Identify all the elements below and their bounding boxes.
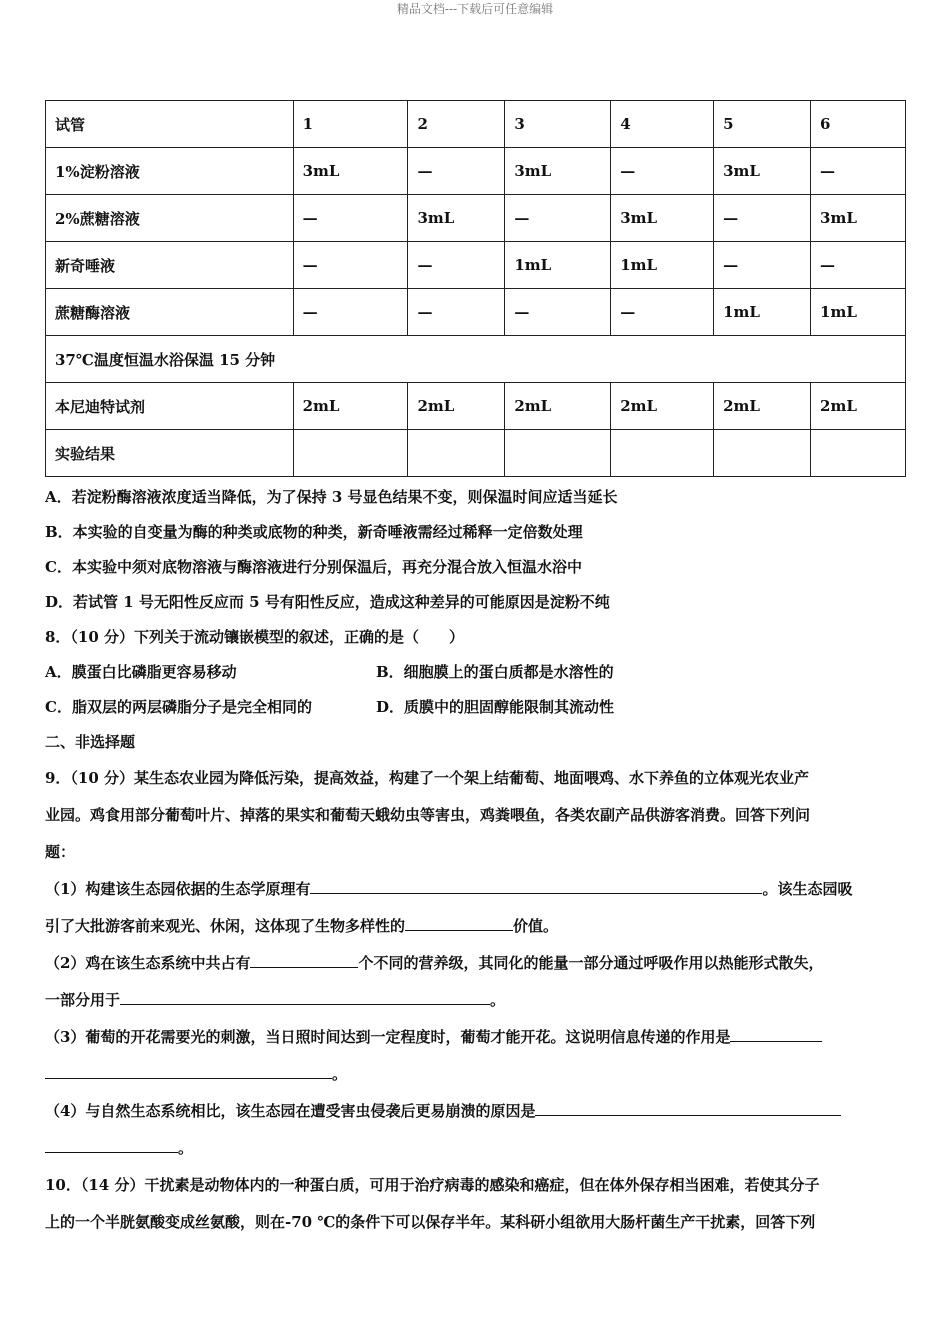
- table-cell: —: [714, 242, 811, 289]
- answer-blank[interactable]: [730, 1025, 822, 1042]
- q7-option-b: B．本实验的自变量为酶的种类或底物的种类，新奇唾液需经过稀释一定倍数处理: [45, 523, 583, 541]
- table-cell: —: [811, 148, 906, 195]
- answer-blank[interactable]: [405, 914, 513, 931]
- table-cell: —: [408, 242, 505, 289]
- q9-part-2: [45, 945, 907, 982]
- table-cell: 蔗糖酶溶液: [46, 289, 294, 336]
- table-cell: 4: [611, 101, 714, 148]
- table-cell: 3mL: [408, 195, 505, 242]
- q8-stem: 8．（10 分）下列关于流动镶嵌模型的叙述，正确的是（ ）: [45, 628, 465, 646]
- table-row: [46, 383, 906, 430]
- table-cell: 1: [293, 101, 408, 148]
- q8-option-d: D．质膜中的胆固醇能限制其流动性: [376, 698, 615, 716]
- table-cell: —: [811, 242, 906, 289]
- q8-option-c: C．脂双层的两层磷脂分子是完全相同的: [45, 698, 312, 716]
- table-cell: 3mL: [293, 148, 408, 195]
- table-cell: 1%淀粉溶液: [46, 148, 294, 195]
- question-text: 。: [490, 991, 506, 1009]
- table-cell: 37℃温度恒温水浴保温 15 分钟: [46, 336, 906, 383]
- q10-stem-line: 上的一个半胱氨酸变成丝氨酸，则在-70 ℃的条件下可以保存半年。某科研小组欲用大肠杆菌生产干扰素，回答下列: [45, 1213, 816, 1231]
- question-content: [45, 480, 907, 1241]
- answer-blank[interactable]: [250, 951, 358, 968]
- table-cell: 3: [505, 101, 611, 148]
- q9-part-4-cont: [45, 1130, 907, 1167]
- q10-stem-line: 10．（14 分）干扰素是动物体内的一种蛋白质，可用于治疗病毒的感染和癌症，但在体外保存相当困难，若使其分子: [45, 1176, 820, 1194]
- q9-stem-line: 题：: [45, 843, 76, 861]
- table-cell: 3mL: [714, 148, 811, 195]
- section-heading: 二、非选择题: [45, 733, 136, 751]
- question-text: 。: [332, 1065, 348, 1083]
- table-cell: 2mL: [611, 383, 714, 430]
- experiment-table: [45, 100, 906, 477]
- table-cell: —: [505, 195, 611, 242]
- q9-part-4: [45, 1093, 907, 1130]
- table-row: [46, 430, 906, 477]
- table-cell: —: [408, 148, 505, 195]
- question-text: 。: [178, 1139, 194, 1157]
- answer-blank[interactable]: [310, 877, 762, 894]
- table-row: [46, 148, 906, 195]
- table-cell: 实验结果: [46, 430, 294, 477]
- table-cell: 2%蔗糖溶液: [46, 195, 294, 242]
- table-cell: 6: [811, 101, 906, 148]
- table-cell: 新奇唾液: [46, 242, 294, 289]
- question-text: 价值。: [513, 917, 559, 935]
- table-cell: —: [505, 289, 611, 336]
- page-header: 精品文档---下载后可任意编辑: [396, 2, 554, 16]
- table-cell: [505, 430, 611, 477]
- table-cell: 试管: [46, 101, 294, 148]
- table-cell: [611, 430, 714, 477]
- table-row: [46, 289, 906, 336]
- q9-part-3-cont: [45, 1056, 907, 1093]
- answer-blank[interactable]: [120, 988, 490, 1005]
- table-cell: 2mL: [505, 383, 611, 430]
- table-cell: 本尼迪特试剂: [46, 383, 294, 430]
- question-text: 引了大批游客前来观光、休闲，这体现了生物多样性的: [45, 917, 406, 935]
- table-cell: —: [714, 195, 811, 242]
- q8-option-a: A．膜蛋白比磷脂更容易移动: [45, 663, 237, 681]
- table-cell: 3mL: [811, 195, 906, 242]
- q8-options-row-2: [45, 690, 907, 725]
- q9-part-1: [45, 871, 907, 908]
- table-cell: 3mL: [505, 148, 611, 195]
- table-row: [46, 195, 906, 242]
- table-cell: —: [611, 289, 714, 336]
- q7-option-c: C．本实验中须对底物溶液与酶溶液进行分别保温后，再充分混合放入恒温水浴中: [45, 558, 582, 576]
- table-cell: 2mL: [714, 383, 811, 430]
- question-text: （1）构建该生态园依据的生态学原理有: [45, 880, 311, 898]
- table-cell: —: [611, 148, 714, 195]
- question-text: （3）葡萄的开花需要光的刺激，当日照时间达到一定程度时，葡萄才能开花。这说明信息传递的作用是: [45, 1028, 731, 1046]
- q7-option-d: D．若试管 1 号无阳性反应而 5 号有阳性反应，造成这种差异的可能原因是淀粉不纯: [45, 593, 610, 611]
- q9-stem-line: 业园。鸡食用部分葡萄叶片、掉落的果实和葡萄天蛾幼虫等害虫，鸡粪喂鱼，各类农副产品供游客消费。回答下列问: [45, 806, 811, 824]
- answer-blank[interactable]: [535, 1099, 841, 1116]
- question-text: （2）鸡在该生态系统中共占有: [45, 954, 251, 972]
- table-cell: 1mL: [714, 289, 811, 336]
- table-merged-row: [46, 336, 906, 383]
- table-cell: 1mL: [611, 242, 714, 289]
- table-cell: 1mL: [811, 289, 906, 336]
- table-cell: [714, 430, 811, 477]
- answer-blank[interactable]: [45, 1136, 178, 1153]
- table-cell: —: [293, 289, 408, 336]
- q9-part-1-cont: [45, 908, 907, 945]
- q8-option-b: B．细胞膜上的蛋白质都是水溶性的: [376, 663, 614, 681]
- question-text: 。该生态园吸: [762, 880, 853, 898]
- q7-option-a: A．若淀粉酶溶液浓度适当降低，为了保持 3 号显色结果不变，则保温时间应适当延长: [45, 488, 618, 506]
- table-cell: 2mL: [293, 383, 408, 430]
- q9-stem-line: 9．（10 分）某生态农业园为降低污染，提高效益，构建了一个架上结葡萄、地面喂鸡、水下养鱼的立体观光农业产: [45, 769, 810, 787]
- table-cell: 5: [714, 101, 811, 148]
- table-row: [46, 242, 906, 289]
- table-cell: [408, 430, 505, 477]
- table-cell: 2: [408, 101, 505, 148]
- table-header-row: [46, 101, 906, 148]
- q9-part-3: [45, 1019, 907, 1056]
- question-text: （4）与自然生态系统相比，该生态园在遭受害虫侵袭后更易崩溃的原因是: [45, 1102, 536, 1120]
- table-cell: —: [408, 289, 505, 336]
- table-cell: —: [293, 195, 408, 242]
- table-cell: [811, 430, 906, 477]
- table-cell: 2mL: [811, 383, 906, 430]
- table-cell: 2mL: [408, 383, 505, 430]
- q8-options-row-1: [45, 655, 907, 690]
- table-cell: 3mL: [611, 195, 714, 242]
- question-text: 个不同的营养级，其同化的能量一部分通过呼吸作用以热能形式散失，: [358, 954, 824, 972]
- q9-part-2-cont: [45, 982, 907, 1019]
- table-cell: —: [293, 242, 408, 289]
- question-text: 一部分用于: [45, 991, 121, 1009]
- answer-blank[interactable]: [45, 1062, 332, 1079]
- table-cell: [293, 430, 408, 477]
- table-cell: 1mL: [505, 242, 611, 289]
